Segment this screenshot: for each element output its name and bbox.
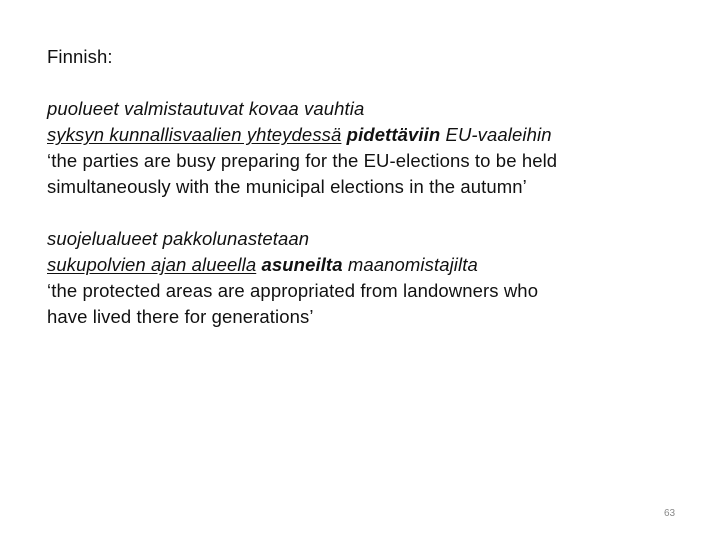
language-heading: Finnish:	[47, 46, 113, 67]
page-number: 63	[664, 508, 676, 519]
example-1-bold-participle: pidettäviin	[346, 124, 441, 145]
example-2-bold-participle: asuneilta	[261, 254, 343, 275]
example-1-underlined-phrase: syksyn kunnallisvaalien yhteydessä	[47, 124, 342, 145]
example-1-sentence-end: EU-vaaleihin	[440, 124, 552, 145]
example-2-translation-line-1: ‘the protected areas are appropriated from landowners who	[47, 280, 539, 301]
example-1	[47, 96, 687, 200]
example-2-translation-line-2: have lived there for generations’	[47, 306, 314, 327]
example-1-sentence-line-2	[47, 122, 687, 148]
example-1-translation-line-2: simultaneously with the municipal elections in the autumn’	[47, 176, 527, 197]
slide-content	[47, 44, 687, 330]
example-2	[47, 226, 687, 330]
example-2-sentence-end: maanomistajilta	[342, 254, 478, 275]
example-2-underlined-phrase: sukupolvien ajan alueella	[47, 254, 257, 275]
example-1-translation-line-1: ‘the parties are busy preparing for the EU-elections to be held	[47, 150, 558, 171]
example-2-sentence-line-1: suojelualueet pakkolunastetaan	[47, 228, 310, 249]
example-1-sentence-line-1: puolueet valmistautuvat kovaa vauhtia	[47, 98, 365, 119]
example-2-sentence-line-2	[47, 252, 687, 278]
